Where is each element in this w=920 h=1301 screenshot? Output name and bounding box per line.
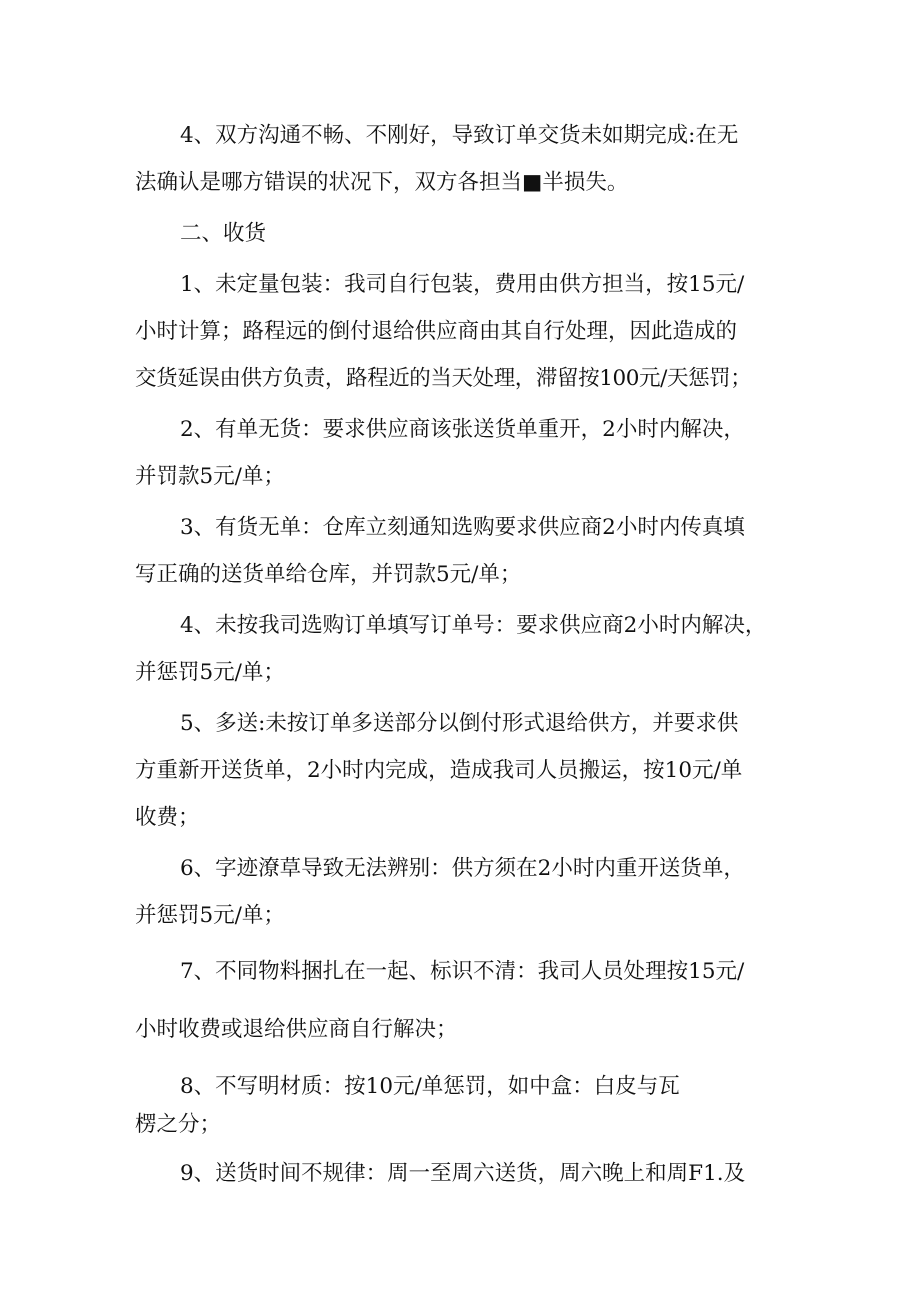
text-line: 楞之分； [135, 1112, 222, 1137]
text-line: 并惩罚5元/单； [135, 903, 285, 928]
document-body [135, 112, 795, 1197]
text-line: 9、送货时间不规律：周一至周六送货，周六晚上和周F1.及 [180, 1161, 746, 1186]
text-line: 6、字迹潦草导致无法辨别：供方须在2小时内重开送货单， [180, 856, 745, 881]
text-line: 7、不同物料捆扎在一起、标识不清：我司人员处理按15元/ [180, 959, 745, 984]
text-line: 3、有货无单：仓库立刻通知选购要求供应商2小时内传真填 [180, 515, 745, 540]
text-line: 并惩罚5元/单； [135, 660, 285, 685]
text-line: 收费； [135, 805, 200, 830]
text-line: 4、双方沟通不畅、不刚好，导致订单交货未如期完成:在无 [180, 123, 739, 148]
text-line: 方重新开送货单，2小时内完成，造成我司人员搬运，按10元/单 [135, 758, 743, 783]
list-item-6 [135, 845, 795, 939]
text-line: 5、多送:未按订单多送部分以倒付形式退给供方，并要求供 [180, 711, 739, 736]
text-line: 写正确的送货单给仓库，并罚款5元/单； [135, 562, 522, 587]
text-line: 小时计算；路程远的倒付退给供应商由其自行处理，因此造成的 [135, 319, 738, 344]
list-item-8 [135, 1063, 795, 1140]
list-item-1 [135, 261, 795, 402]
list-item-7 [135, 943, 795, 1059]
section-heading-receiving: 二、收货 [180, 221, 267, 246]
text-line: 法确认是哪方错误的状况下，双方各担当■半损失。 [135, 170, 629, 195]
text-line: 交货延误由供方负责，路程近的当天处理，滞留按100元/天惩罚； [135, 366, 752, 391]
text-line: 1、未定量包装：我司自行包装，费用由供方担当，按15元/ [180, 272, 745, 297]
text-line: 4、未按我司选购订单填写订单号：要求供应商2小时内解决， [180, 613, 767, 638]
list-item-4 [135, 602, 795, 696]
text-line: 2、有单无货：要求供应商该张送货单重开，2小时内解决， [180, 417, 745, 442]
list-item-5 [135, 700, 795, 841]
text-line: 8、不写明材质：按10元/单惩罚，如中盒：白皮与瓦 [180, 1074, 680, 1099]
text-line: 小时收费或退给供应商自行解决； [135, 1017, 458, 1042]
text-line: 并罚款5元/单； [135, 464, 285, 489]
list-item-3 [135, 504, 795, 598]
list-item-2 [135, 406, 795, 500]
paragraph-item-4-communication [135, 112, 795, 206]
list-item-9 [135, 1150, 795, 1197]
